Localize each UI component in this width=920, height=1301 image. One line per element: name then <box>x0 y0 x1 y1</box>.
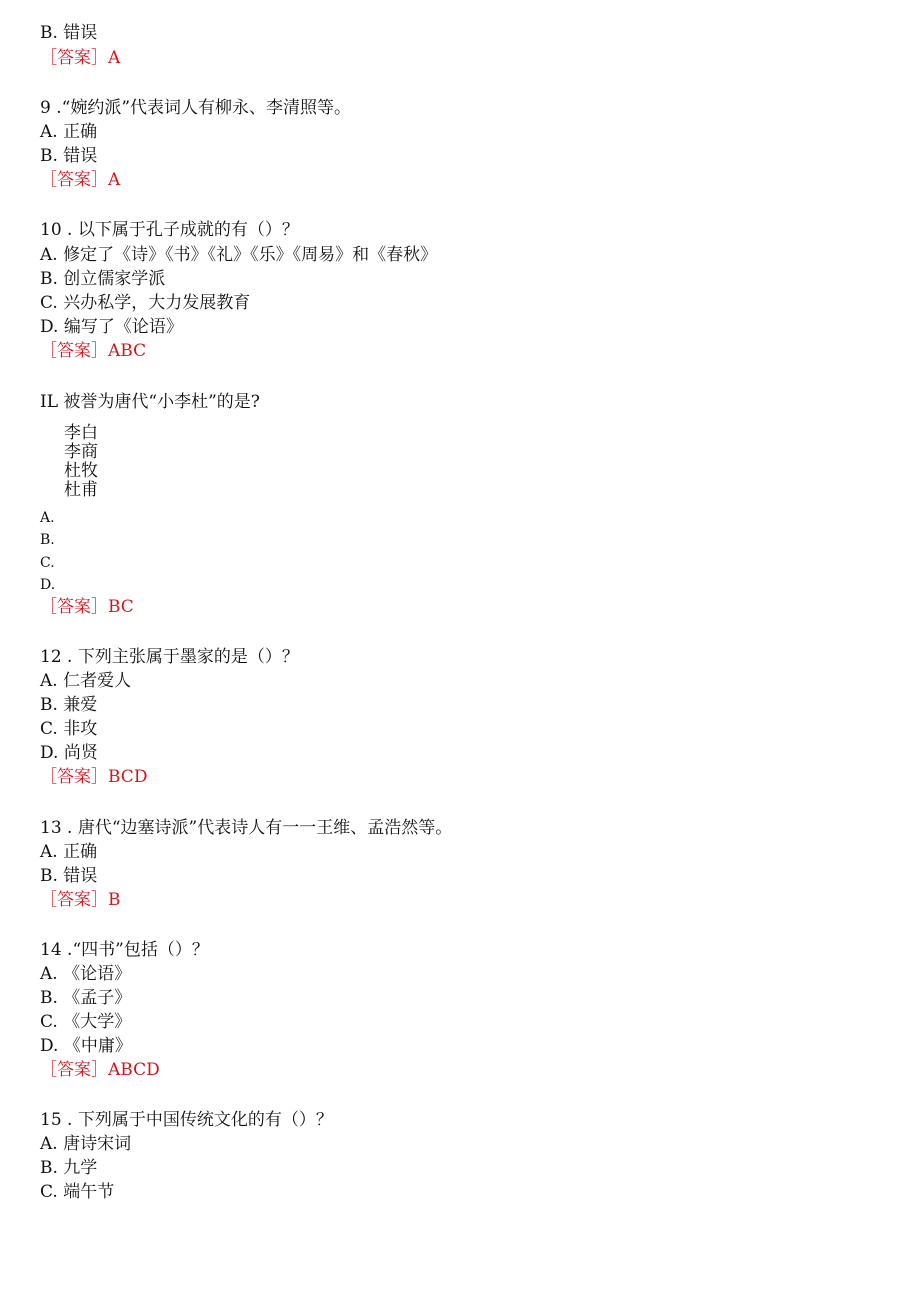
option-line: A. 修定了《诗》《书》《礼》《乐》《周易》和《春秋》 <box>40 245 438 265</box>
option-line: B. 创立儒家学派 <box>40 269 166 289</box>
option-line: B. 兼爱 <box>40 695 98 715</box>
option-line: C. 非攻 <box>40 719 98 739</box>
option-line: C. 端午节 <box>40 1182 115 1202</box>
question-15: 15 . 下列属于中国传统文化的有（）？ <box>40 1110 333 1130</box>
answer-line: ［答案］A <box>40 48 121 68</box>
option-label: C. <box>40 555 55 571</box>
answer-line: ［答案］B <box>40 890 121 910</box>
option-label: B. <box>40 532 55 548</box>
question-12: 12 . 下列主张属于墨家的是（）？ <box>40 647 299 667</box>
answer-line: ［答案］ABC <box>40 341 147 361</box>
answer-line: ［答案］BC <box>40 597 134 617</box>
option-line: A. 正确 <box>40 122 98 142</box>
answer-line: ［答案］A <box>40 170 121 190</box>
indented-option-text: 李商 <box>64 442 98 462</box>
option-line: D. 尚贤 <box>40 743 98 763</box>
question-11: IL 被誉为唐代“小李杜”的是? <box>40 392 260 412</box>
option-label: D. <box>40 577 56 593</box>
option-label: A. <box>40 510 55 526</box>
option-line: A. 正确 <box>40 842 98 862</box>
answer-line: ［答案］ABCD <box>40 1060 160 1080</box>
question-10: 10 . 以下属于孔子成就的有（）？ <box>40 220 299 240</box>
option-line: B. 错误 <box>40 23 98 43</box>
option-line: B. 错误 <box>40 146 98 166</box>
answer-line: ［答案］BCD <box>40 767 148 787</box>
option-line: C. 兴办私学，大力发展教育 <box>40 293 251 313</box>
option-line: C. 《大学》 <box>40 1012 132 1032</box>
indented-option-text: 杜甫 <box>64 480 98 500</box>
option-line: B. 错误 <box>40 866 98 886</box>
option-line: A. 唐诗宋词 <box>40 1134 132 1154</box>
option-line: B. 九学 <box>40 1158 98 1178</box>
question-13: 13 . 唐代“边塞诗派”代表诗人有一一王维、孟浩然等。 <box>40 818 453 838</box>
option-line: B. 《孟子》 <box>40 988 132 1008</box>
indented-option-text: 杜牧 <box>64 461 98 481</box>
option-line: A. 仁者爱人 <box>40 671 132 691</box>
option-line: A. 《论语》 <box>40 964 132 984</box>
question-9: 9 .“婉约派”代表词人有柳永、李清照等。 <box>40 98 352 118</box>
option-line: D. 《中庸》 <box>40 1036 132 1056</box>
option-line: D. 编写了《论语》 <box>40 317 183 337</box>
indented-option-text: 李白 <box>64 423 98 443</box>
question-14: 14 .“四书”包括（）？ <box>40 940 209 960</box>
